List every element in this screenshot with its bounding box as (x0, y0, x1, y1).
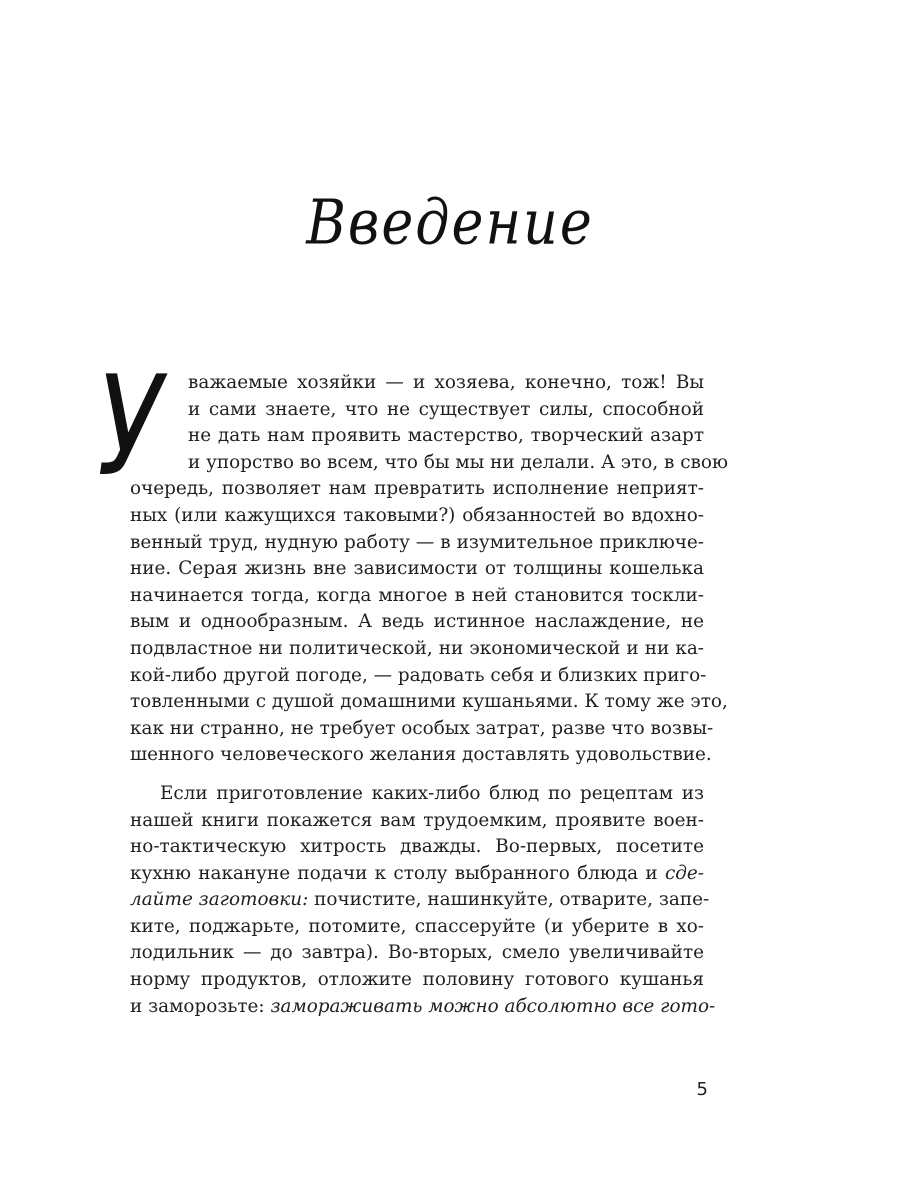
text-line: начинается тогда, когда многое в ней становится тоскли- (130, 584, 704, 606)
text-line (130, 861, 704, 888)
text-segment: и заморозьте: (130, 995, 271, 1017)
text-line: но-тактическую хитрость дважды. Во-первых, посетите (130, 836, 704, 858)
text-line: очередь, позволяет нам превратить исполнение неприят- (130, 478, 704, 500)
text-line: и упорство во всем, что бы мы ни делали. А это, в свою (188, 451, 728, 473)
body-text (130, 370, 728, 1020)
text-line: нашей книги покажется вам трудоемким, проявите воен- (130, 809, 704, 831)
chapter-heading: Введение (306, 186, 594, 259)
text-line: не дать нам проявить мастерство, творческий азарт (188, 425, 704, 447)
text-line: ных (или кажущихся таковыми?) обязанностей во вдохно- (130, 504, 704, 526)
text-segment: кухню накануне подачи к столу выбранного блюда и (130, 862, 665, 884)
italic-segment: замораживать можно абсолютно все гото- (270, 995, 716, 1017)
text-line (130, 994, 716, 1021)
text-line: венный труд, нудную работу — в изумительное приключе- (130, 531, 704, 553)
text-line: ние. Серая жизнь вне зависимости от толщины кошелька (130, 558, 704, 580)
text-line: ките, поджарьте, потомите, спассеруйте (и уберите в хо- (130, 915, 704, 937)
text-line (130, 887, 710, 914)
italic-segment: сде- (664, 862, 704, 884)
text-line: кой-либо другой погоде, — радовать себя и близких приго- (130, 664, 707, 686)
text-line: подвластное ни политической, ни экономической и ни ка- (130, 637, 704, 659)
text-line: важаемые хозяйки — и хозяева, конечно, тож! Вы (188, 372, 704, 393)
drop-cap: У (85, 346, 174, 507)
text-line: как ни странно, не требует особых затрат, разве что возвы- (130, 717, 714, 739)
page-number: 5 (696, 1079, 708, 1100)
text-line: вым и однообразным. А ведь истинное наслаждение, не (130, 611, 704, 633)
text-line: Если приготовление каких-либо блюд по рецептам из (160, 782, 704, 804)
text-line: и сами знаете, что не существует силы, способной (188, 398, 704, 420)
text-line: норму продуктов, отложите половину готового кушанья (130, 969, 704, 991)
text-segment: почистите, нашинкуйте, отварите, запе- (308, 889, 710, 911)
text-line: лодильник — до завтра). Во-вторых, смело увеличивайте (130, 942, 704, 964)
text-line: товленными с душой домашними кушаньями. К тому же это, (130, 691, 728, 713)
italic-segment: лайте заготовки: (130, 889, 309, 911)
text-line: шенного человеческого желания доставлять удовольствие. (130, 744, 712, 766)
